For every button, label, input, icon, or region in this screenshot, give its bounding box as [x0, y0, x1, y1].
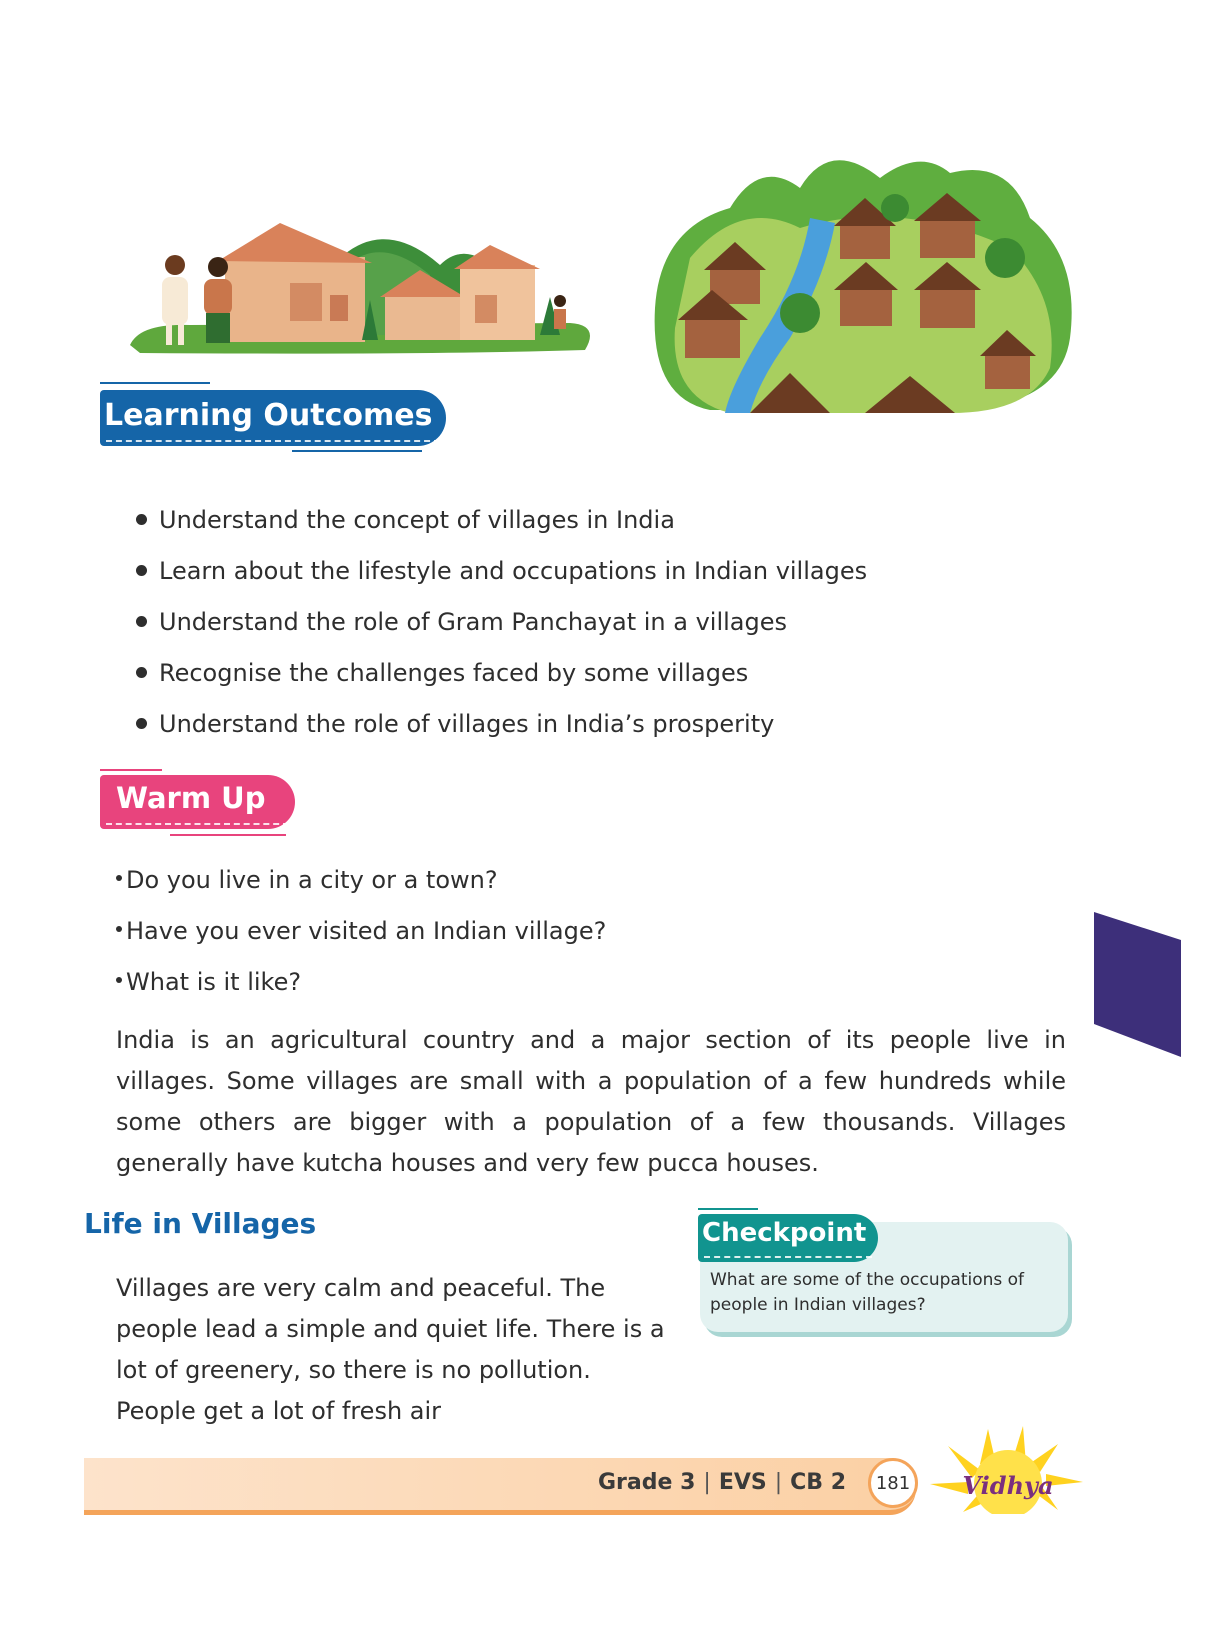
outcome-text: Learn about the lifestyle and occupations in Indian villages	[159, 557, 868, 585]
learning-outcomes-list	[136, 495, 867, 750]
footer-info	[598, 1470, 846, 1495]
tab-decoration-line	[100, 382, 210, 384]
section-paragraph: Villages are very calm and peaceful. The people lead a simple and quiet life. There is a lot of greenery, so there is no pollution. People get a lot of fresh air	[116, 1274, 665, 1425]
list-item	[136, 597, 867, 648]
list-item	[136, 546, 867, 597]
bullet-icon	[136, 616, 147, 627]
outcome-text: Understand the role of Gram Panchayat in a villages	[159, 608, 788, 636]
list-item	[136, 699, 867, 750]
separator: |	[703, 1470, 711, 1495]
bullet-icon	[116, 977, 122, 983]
bullet-icon	[136, 565, 147, 576]
bullet-icon	[136, 514, 147, 525]
bullet-icon	[136, 718, 147, 729]
question-text: Have you ever visited an Indian village?	[126, 917, 607, 945]
chapter-side-tab	[1094, 912, 1223, 1057]
tab-decoration-line	[170, 834, 286, 836]
brand-name: Vidhya	[962, 1471, 1054, 1500]
vidhya-sun-logo	[928, 1424, 1088, 1514]
question-text: What is it like?	[126, 968, 302, 996]
checkpoint-question: What are some of the occupations of people in Indian villages?	[710, 1270, 1025, 1315]
outcome-text: Recognise the challenges faced by some villages	[159, 659, 749, 687]
tab-decoration-line	[100, 769, 162, 771]
bullet-icon	[116, 875, 122, 881]
page-number: 181	[868, 1458, 918, 1508]
list-item	[136, 495, 867, 546]
subject-label: EVS	[718, 1470, 767, 1495]
intro-paragraph: India is an agricultural country and a major section of its people live in villages. Some villages are small with a population of a few hundreds while some others are bigger with a population of a few thousands. Villages generally have kutcha houses and very few pucca houses.	[116, 1026, 1066, 1177]
warm-up-questions	[116, 855, 606, 1008]
section-heading: Life in Villages	[84, 1207, 317, 1240]
village-street-illustration	[130, 205, 600, 365]
list-item	[116, 906, 606, 957]
bullet-icon	[136, 667, 147, 678]
book-label: CB 2	[790, 1470, 847, 1495]
grade-label: Grade 3	[598, 1470, 696, 1495]
list-item	[116, 855, 606, 906]
separator: |	[774, 1470, 783, 1495]
list-item	[136, 648, 867, 699]
outcome-text: Understand the role of villages in India’s prosperity	[159, 710, 775, 738]
tab-decoration-line	[698, 1208, 758, 1210]
learning-outcomes-tab: Learning Outcomes	[100, 390, 446, 446]
list-item	[116, 957, 606, 1008]
question-text: Do you live in a city or a town?	[126, 866, 498, 894]
outcome-text: Understand the concept of villages in India	[159, 506, 675, 534]
warm-up-tab: Warm Up	[100, 775, 295, 829]
tab-decoration-line	[292, 450, 422, 452]
checkpoint-tab: Checkpoint	[698, 1214, 878, 1262]
bullet-icon	[116, 926, 122, 932]
village-aerial-illustration	[650, 138, 1080, 428]
